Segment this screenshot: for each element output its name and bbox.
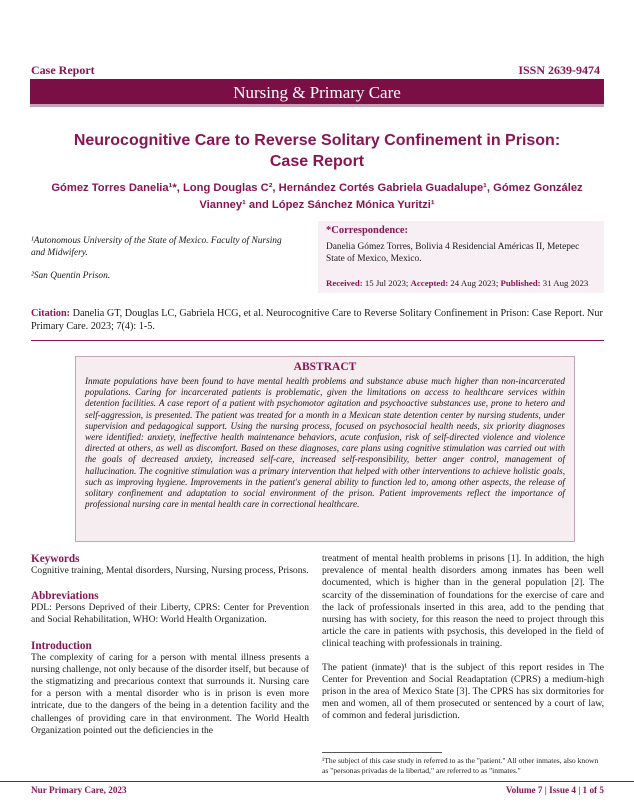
divider xyxy=(31,340,604,341)
footer-page-info: Volume 7 | Issue 4 | 1 of 5 xyxy=(505,785,604,795)
authors xyxy=(40,180,594,214)
body-paragraph-1: treatment of mental health problems in prisons [1]. In addition, the high prevalence of mental health disorders among inmates has been well documented, which is higher than in the general population [2]. The scarcity of the dissemination of foundations for the exercise of care and the lack of professionals inserted in this area, add to the pending that nursing has with society, for this reason the need to project through this article the care in patients with psychosis, this developed in the field of clinical teaching with professionals in training. xyxy=(322,553,604,650)
received-label: Received: xyxy=(326,278,363,288)
abstract-heading: ABSTRACT xyxy=(293,361,357,373)
journal-banner xyxy=(30,79,604,107)
citation-label: Citation: xyxy=(31,308,71,319)
authors-line-2: Vianney¹ and López Sánchez Mónica Yuritzi¹ xyxy=(199,199,435,211)
citation xyxy=(31,307,604,333)
article-title: Neurocognitive Care to Reverse Solitary Confinement in Prison: Case Report xyxy=(73,132,561,170)
introduction-text: The complexity of caring for a person with mental illness presents a nursing challenge, not only because of the disorder itself, but because of the stigmatizing and precarious context that surrounds it. Nursing care for a person with a mental disorder who is in prison is even more intricate, due to the dangers of the being in a detention facility and the challenges of providing care in that environment. The World Health Organization pointed out the deficiencies in the xyxy=(31,651,309,736)
left-column xyxy=(31,553,309,737)
abbreviations-heading: Abbreviations xyxy=(31,590,99,603)
correspondence-box xyxy=(318,221,604,293)
article-dates xyxy=(326,277,588,289)
correspondence-text: Danelia Gómez Torres, Bolivia 4 Residencial Américas II, Metepec State of Mexico, Mexico. xyxy=(326,242,580,264)
right-column xyxy=(322,553,604,723)
body-paragraph-2: The patient (inmate)¹ that is the subject of this report resides in The Center for Prevention and Social Readaptation (CPRS) a medium-high prison in the area of Mexico State [3]. The CPRS has six dormitories for men and women, all of them prosecuted or sentenced by a court of law, of common and federal jurisdiction. xyxy=(322,661,604,722)
received-date: 15 Jul 2023; xyxy=(364,278,409,288)
citation-text: Danelia GT, Douglas LC, Gabriela HCG, et al. Neurocognitive Care to Reverse Solitary Confinement in Prison: Case Report. Nur Primary Care. 2023; 7(4): 1-5. xyxy=(31,308,603,332)
affiliation-2: ²San Quentin Prison. xyxy=(31,271,111,281)
footer-journal: Nur Primary Care, 2023 xyxy=(31,785,127,795)
accepted-date: 24 Aug 2023; xyxy=(450,278,499,288)
issn: ISSN 2639-9474 xyxy=(518,63,600,77)
abbreviations-text: PDL: Persons Deprived of their Liberty, CPRS: Center for Prevention and Social Rehabilitation, WHO: World Health Organization. xyxy=(31,602,309,626)
accepted-label: Accepted: xyxy=(410,278,449,288)
published-date: 31 Aug 2023 xyxy=(542,278,589,288)
correspondence-heading: *Correspondence: xyxy=(326,225,409,236)
abstract-text: Inmate populations have been found to have mental health problems and substance abuse much higher than non-incarcerated populations. Caring for incarcerated patients is problematic, given the limitations on access to healthcare services within detention facilities. A case report of a patient with psychomotor agitation and psychoactive substances use, prone to hetero and self-aggression, is presented. The patient was treated for a month in a Mexican state detention center by nursing students, under supervision and pedagogical support. Using the nursing process, focused on psychosocial health needs, six priority diagnoses were identified: anxiety, ineffective health maintenance behaviors, acute confusion, risk of self-directed violence and violence directed at others, as well as discomfort. Based on these diagnoses, care plans using cognitive stimulation was carried out with the goals of decreased anxiety, increased self-care, increased self-responsibility, better anger control, management of hallucination. The cognitive stimulation was a primary intervention that helped with other interventions to achieve holistic goals, such as improving hygiene. Improvements in the patient's general ability to function led to, among other aspects, the release of solitary confinement and adaptation to social environment of the prison. Patient improvements reflect the importance of professional nursing care in mental health care in correctional healthcare. xyxy=(85,376,565,510)
abstract-box xyxy=(75,356,575,542)
footnote-rule xyxy=(322,752,442,753)
introduction-heading: Introduction xyxy=(31,639,92,652)
keywords-heading: Keywords xyxy=(31,553,80,565)
affiliation-1: ¹Autonomous University of the State of Mexico. Faculty of Nursing and Midwifery. xyxy=(31,236,282,258)
published-label: Published: xyxy=(500,278,541,288)
footnote: ¹The subject of this case study in referred to as the "patient." All other inmates, also known as "personas privadas de la libertad," are referred to as "inmates." xyxy=(322,756,599,775)
journal-name: Nursing & Primary Care xyxy=(233,83,401,102)
authors-line-1: Gómez Torres Danelia¹*, Long Douglas C², Hernández Cortés Gabriela Guadalupe¹, Gómez González xyxy=(51,182,583,194)
keywords-text: Cognitive training, Mental disorders, Nursing, Nursing process, Prisons. xyxy=(31,565,309,576)
article-type: Case Report xyxy=(31,63,95,77)
